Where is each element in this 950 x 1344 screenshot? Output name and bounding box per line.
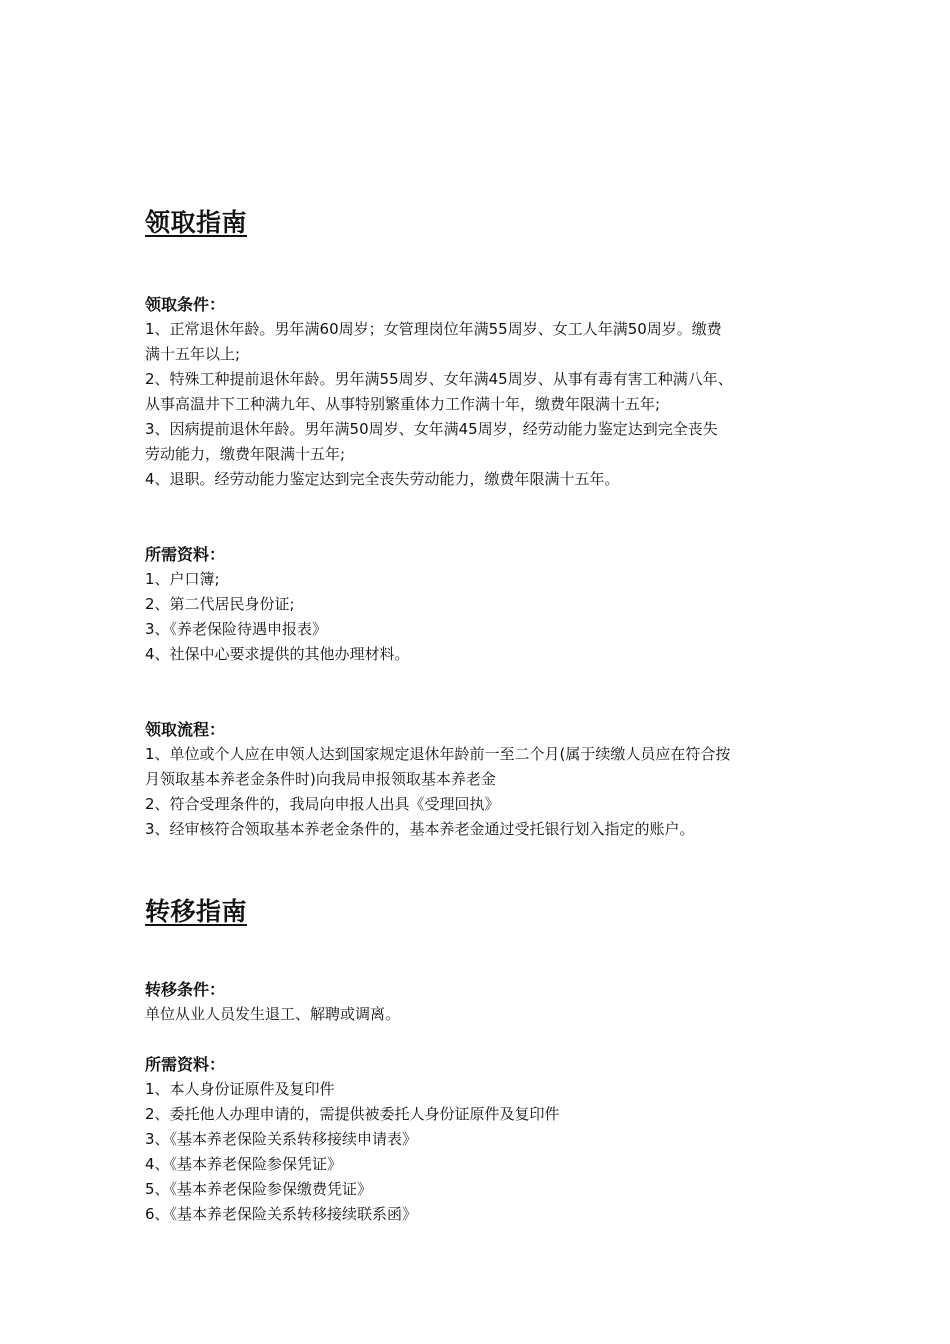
claim-conditions-list	[145, 317, 815, 492]
document-page	[145, 205, 815, 1227]
list-item: 3、因病提前退休年龄。男年满50周岁、女年满45周岁，经劳动能力鉴定达到完全丧失	[145, 420, 718, 438]
list-item: 从事高温井下工种满九年、从事特别繁重体力工作满十年，缴费年限满十五年;	[145, 395, 661, 413]
list-item: 4、社保中心要求提供的其他办理材料。	[145, 645, 410, 663]
list-item: 月领取基本养老金条件时)向我局申报领取基本养老金	[145, 770, 496, 788]
claim-conditions-heading: 领取条件：	[145, 295, 226, 314]
list-item: 6、《基本养老保险关系转移接续联系函》	[145, 1205, 418, 1223]
claim-process-heading: 领取流程：	[145, 720, 226, 739]
list-item: 4、退职。经劳动能力鉴定达到完全丧失劳动能力，缴费年限满十五年。	[145, 470, 620, 488]
list-item: 2、特殊工种提前退休年龄。男年满55周岁、女年满45周岁、从事有毒有害工种满八年、	[145, 370, 733, 388]
list-item: 5、《基本养老保险参保缴费凭证》	[145, 1180, 373, 1198]
transfer-conditions-list	[145, 1002, 815, 1027]
list-item: 3、经审核符合领取基本养老金条件的，基本养老金通过受托银行划入指定的账户。	[145, 820, 695, 838]
list-item: 2、符合受理条件的，我局向申报人出具《受理回执》	[145, 795, 500, 813]
list-item: 满十五年以上;	[145, 345, 241, 363]
list-item: 4、《基本养老保险参保凭证》	[145, 1155, 343, 1173]
list-item: 3、《养老保险待遇申报表》	[145, 620, 328, 638]
list-item: 单位从业人员发生退工、解聘或调离。	[145, 1005, 401, 1023]
list-item: 1、单位或个人应在申领人达到国家规定退休年龄前一至二个月(属于续缴人员应在符合按	[145, 745, 731, 763]
transfer-conditions-heading: 转移条件：	[145, 980, 226, 999]
list-item: 3、《基本养老保险关系转移接续申请表》	[145, 1130, 418, 1148]
list-item: 1、正常退休年龄。男年满60周岁；女管理岗位年满55周岁、女工人年满50周岁。缴费	[145, 320, 722, 338]
list-item: 劳动能力，缴费年限满十五年;	[145, 445, 346, 463]
list-item: 2、委托他人办理申请的，需提供被委托人身份证原件及复印件	[145, 1105, 560, 1123]
claim-materials-list	[145, 567, 815, 667]
claim-process-list	[145, 742, 815, 842]
claim-materials-heading: 所需资料：	[145, 545, 226, 564]
transfer-materials-list	[145, 1077, 815, 1227]
guide-title-transfer: 转移指南	[145, 897, 248, 926]
transfer-materials-heading: 所需资料：	[145, 1055, 226, 1074]
guide-title-claim: 领取指南	[145, 208, 248, 237]
list-item: 1、本人身份证原件及复印件	[145, 1080, 335, 1098]
list-item: 2、第二代居民身份证;	[145, 595, 295, 613]
list-item: 1、户口簿;	[145, 570, 220, 588]
